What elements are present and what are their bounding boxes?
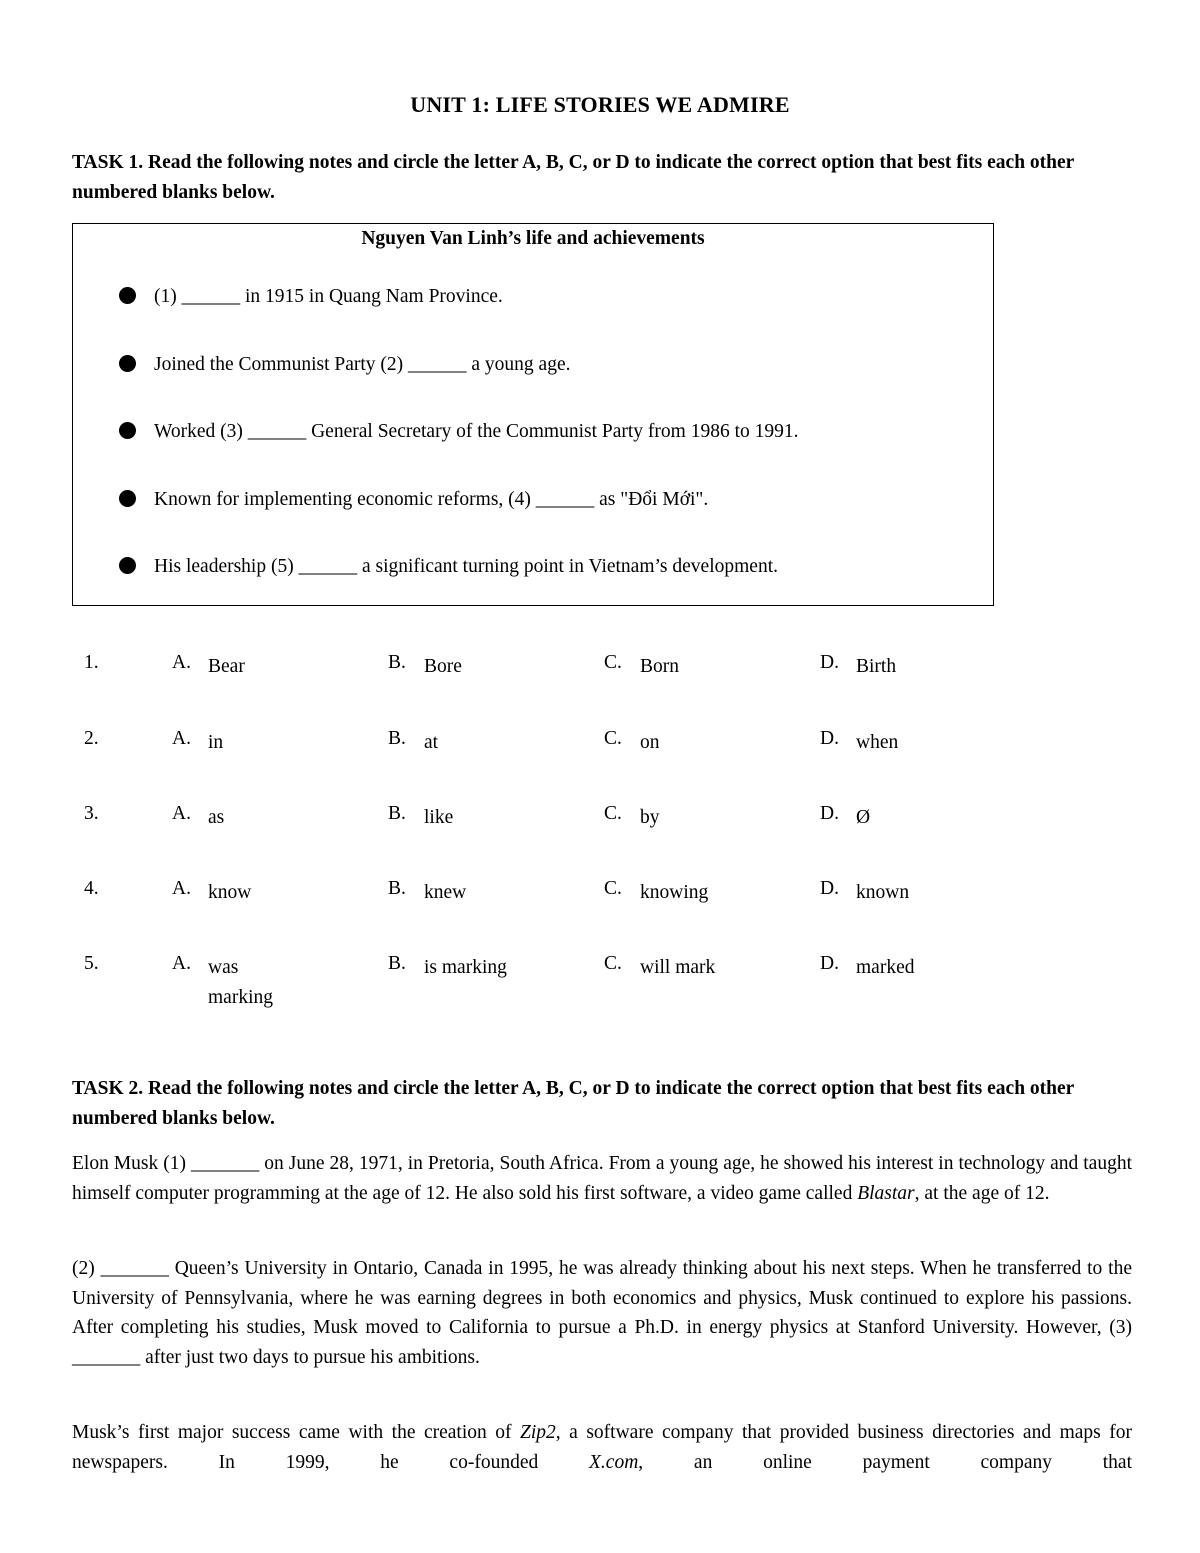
- bullet-icon: [119, 557, 136, 574]
- paragraph-2: (2) _______ Queen’s University in Ontario, Canada in 1995, he was already thinking about his next steps. When he transferred to the University of Pennsylvania, where he was earning degrees in both economics and physics, Musk continued to explore his passions. After completing his studies, Musk moved to California to pursue a Ph.D. in energy physics at Stanford University. However, (3) _______ after just two days to pursue his ambitions.: [72, 1258, 1132, 1368]
- question-number: 2.: [84, 728, 99, 749]
- task1-heading: TASK 1. Read the following notes and circle the letter A, B, C, or D to indicate the correct option that best fits each other numbered blanks below.: [72, 152, 1074, 203]
- notes-box-title: Nguyen Van Linh’s life and achievements: [361, 228, 705, 249]
- notes-box: [72, 223, 994, 606]
- question-number: 5.: [84, 953, 99, 974]
- question-row: 2. A. in B. at C. on D. when: [84, 728, 899, 753]
- note-item: His leadership (5) ______ a significant turning point in Vietnam’s development.: [119, 556, 778, 578]
- question-number: 3.: [84, 803, 99, 824]
- task2-heading: TASK 2. Read the following notes and circle the letter A, B, C, or D to indicate the correct option that best fits each other numbered blanks below.: [72, 1078, 1074, 1129]
- bullet-icon: [119, 490, 136, 507]
- note-item: (1) ______ in 1915 in Quang Nam Province.: [119, 286, 503, 308]
- note-item: Known for implementing economic reforms, (4) ______ as "Đổi Mới".: [119, 489, 708, 511]
- question-number: 1.: [84, 652, 99, 673]
- note-item: Joined the Communist Party (2) ______ a young age.: [119, 354, 571, 376]
- question-row: 3. A. as B. like C. by D. Ø: [84, 803, 871, 828]
- bullet-icon: [119, 287, 136, 304]
- note-item: Worked (3) ______ General Secretary of the Communist Party from 1986 to 1991.: [119, 421, 799, 443]
- page-title: UNIT 1: LIFE STORIES WE ADMIRE: [410, 92, 790, 117]
- bullet-icon: [119, 422, 136, 439]
- question-row: 4. A. know B. knew C. knowing D. known: [84, 878, 910, 903]
- question-row: 5. A. was marking B. is marking C. will mark D. marked: [84, 953, 915, 1008]
- paragraph-1: Elon Musk (1) _______ on June 28, 1971, in Pretoria, South Africa. From a young age, he showed his interest in technology and taught himself computer programming at the age of 12. He also sold his first software, a video game called Blastar, at the age of 12.: [72, 1153, 1132, 1204]
- question-number: 4.: [84, 878, 99, 899]
- question-row: 1. A. Bear B. Bore C. Born D. Birth: [84, 652, 897, 677]
- bullet-icon: [119, 355, 136, 372]
- paragraph-3: Musk’s first major success came with the creation of Zip2, a software company that provided business directories and maps for newspapers. In 1999, he co-founded X.com, an online payment company that: [72, 1422, 1132, 1473]
